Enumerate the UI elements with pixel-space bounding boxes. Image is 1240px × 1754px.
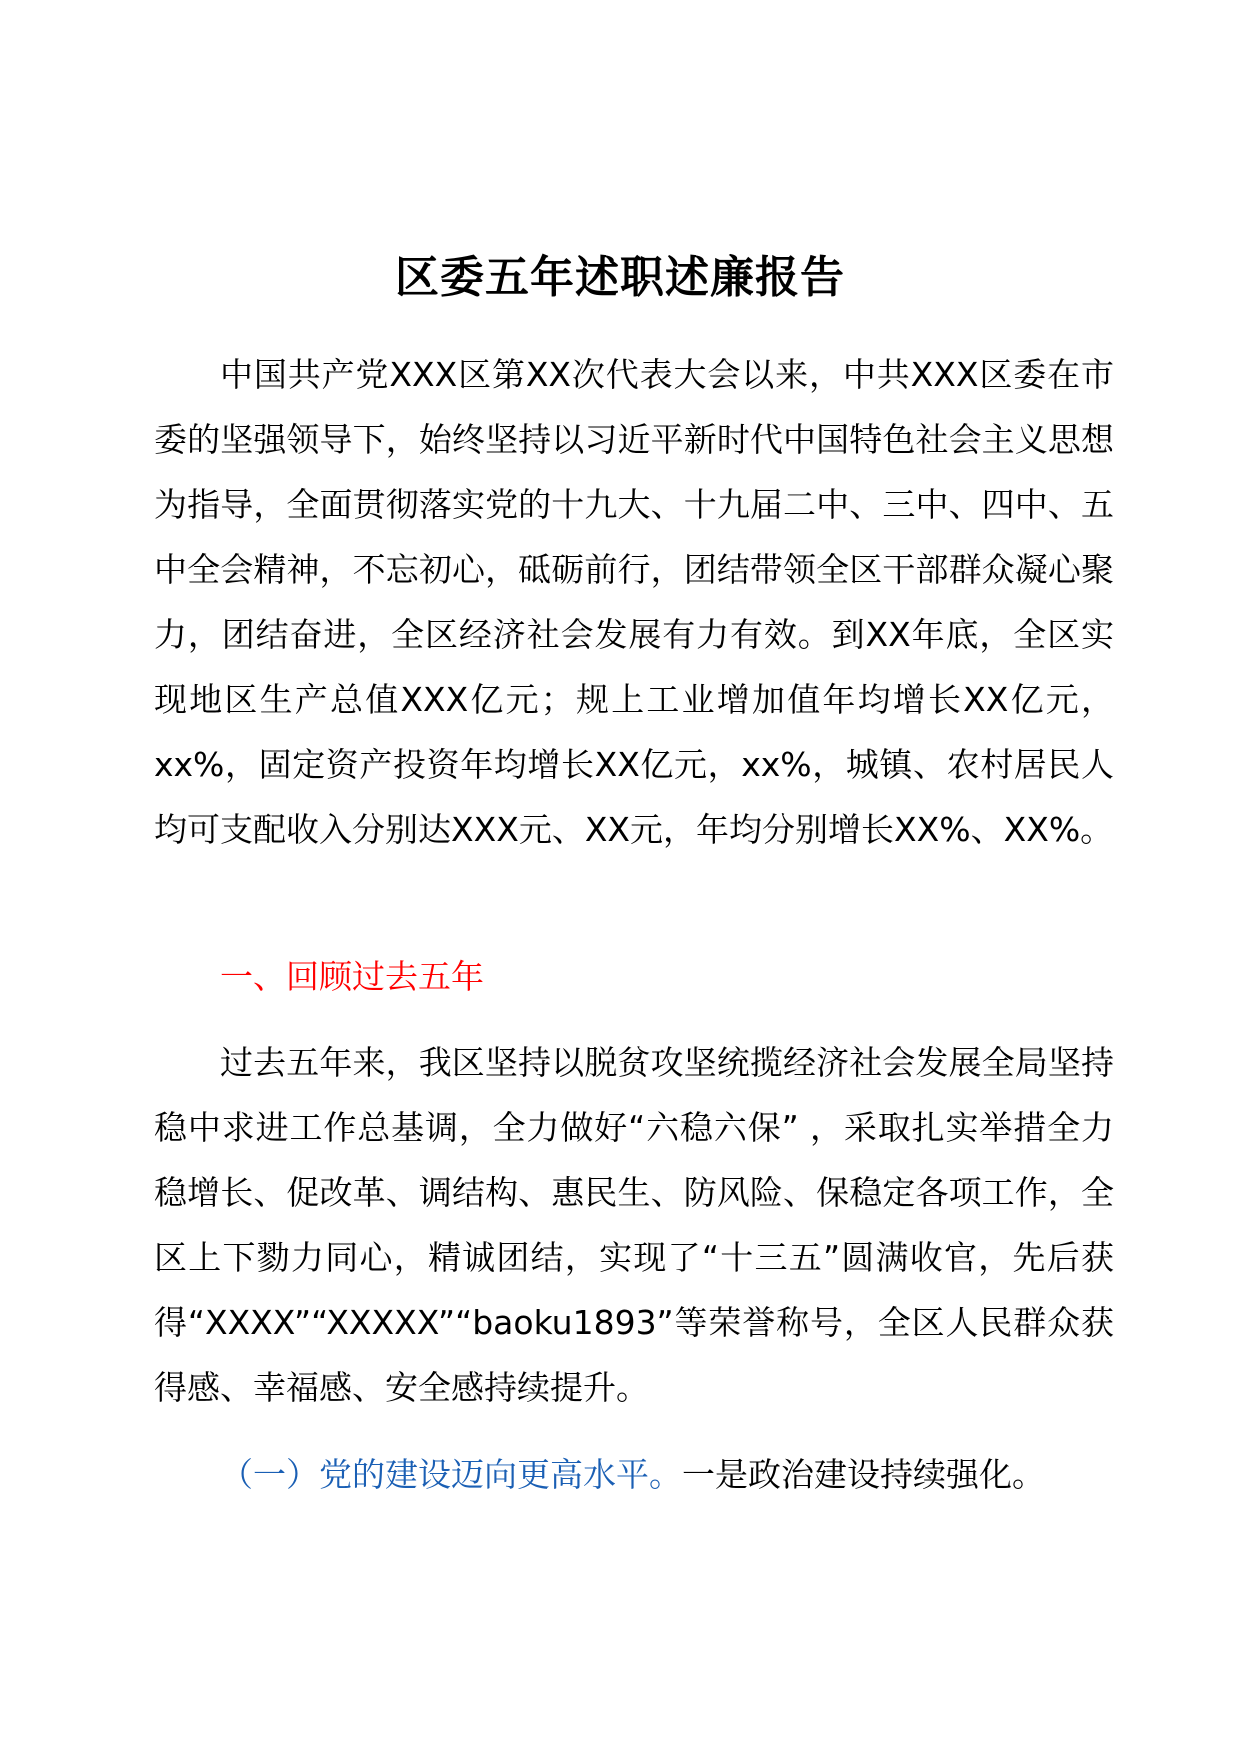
subsection-line xyxy=(220,1450,1045,1500)
document-title: 区委五年述职述廉报告 xyxy=(395,252,845,303)
subsection-text: 一是政治建设持续强化。 xyxy=(682,1455,1045,1494)
section-heading: 一、回顾过去五年 xyxy=(220,957,484,996)
intro-paragraph: 中国共产党XXX区第XX次代表大会以来，中共XXX区委在市委的坚强领导下，始终坚持以习近平新时代中国特色社会主义思想为指导，全面贯彻落实党的十九大、十九届二中、三中、四中、五中全会精神，不忘初心，砥砺前行，团结带领全区干部群众凝心聚力，团结奋进，全区经济社会发展有力有效。到XX年底，全区实现地区生产总值XXX亿元；规上工业增加值年均增长XX亿元，xx%，固定资产投资年均增长XX亿元，xx%，城镇、农村居民人均可支配收入分别达XXX元、XX元，年均分别增长XX%、XX%。 xyxy=(154,355,1114,849)
subsection-heading: （一）党的建设迈向更高水平。 xyxy=(220,1455,682,1494)
section-paragraph: 过去五年来，我区坚持以脱贫攻坚统揽经济社会发展全局坚持稳中求进工作总基调，全力做好“六稳六保” ，采取扎实举措全力稳增长、促改革、调结构、惠民生、防风险、保稳定各项工作，全区上下勠力同心，精诚团结，实现了“十三五”圆满收官，先后获得“XXXX”“XXXXX”“baoku1893”等荣誉称号，全区人民群众获得感、幸福感、安全感持续提升。 xyxy=(154,1043,1114,1407)
